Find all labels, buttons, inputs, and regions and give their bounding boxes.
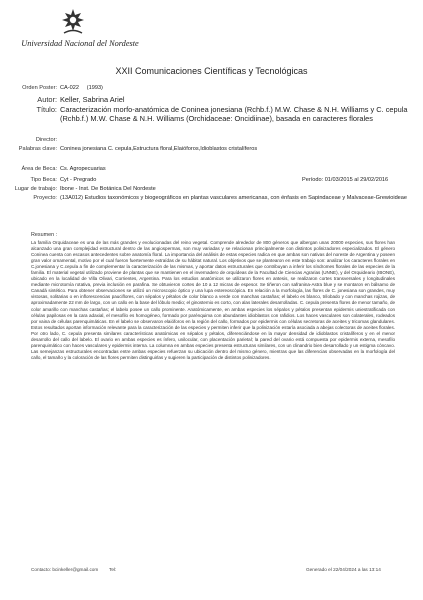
periodo-text: Período: 01/03/2015 al 29/02/2016 [302,177,389,183]
orden-value: CA-022 (1993) [60,85,103,91]
proyecto-value: (13A012) Estudios taxonómicos y biogeográficos en plantas vasculares americanas, con énfasis en Sapindaceae y Malvaceae-Grewioideae [60,195,408,201]
autor-label: Autor: [37,95,57,104]
palabras-label: Palabras clave: [18,146,57,152]
tipo-label: Tipo Beca: [30,177,57,183]
titulo-value: Caracterización morfo-anatómica de Coninea jonesiana (Rchb.f.) M.W. Chase & N.H. Williams y C. cepula (Rchb.f.) M.W. Chase & N.H. Williams (Orchidaceae: Oncidiinae), basada en caracteres florales [60,105,408,123]
orden-id: (1993) [86,85,103,91]
conference-title: XXII Comunicaciones Científicas y Tecnológicas [115,66,308,76]
lugar-label: Lugar de trabajo: [14,186,57,192]
university-name: Universidad Nacional del Nordeste [21,39,139,48]
lugar-value: Ibone - Inst. De Botánica Del Nordeste [60,186,156,192]
titulo-label: Título: [36,105,57,114]
area-value: Cs. Agropecuarias [60,166,106,172]
area-label: Área de Beca: [21,166,57,172]
director-label: Director: [35,137,57,143]
university-logo [5,8,155,56]
orden-label: Orden Poster: [22,85,57,91]
tipo-value: Cyt - Pregrado [60,177,97,183]
generated-timestamp: Generado el 22/04/2024 a las 13:14 [306,567,381,572]
proyecto-label: Proyecto: [33,195,57,201]
autor-value: Keller, Sabrina Ariel [60,95,125,104]
contact-info: Contacto: bcinkeller@gmail.com [31,567,99,572]
resumen-text: La familia Orquidaceae es una de las más grandes y evolucionadas del reino vegetal. Comprende alrededor de 800 géneros que albergan unas 20000 especies, sus flores han alcanzado una gran complejidad estructural dentro de las angiospermas, son muy variadas y se relacionan principalmente con distintos polinizadores especializados. El género Coninea cuenta con escasos antecedentes sobre anatomía floral. La importancia del análisis de estas especies radica en que ambas son nativas del noreste de Argentina y poseen gran valor ornamental, motivo por el cual fueron fuertemente extraídas de su hábitat natural. Los objetivos que se plantearon en este trabajo son: analizar los caracteres florales en C.jonesiana y C.cepula a fin de complementar la caracterización de las mismas, y aportar datos estructurales que contribuyan a inferir los síndromes florales de las especies de la familia. El material vegetal utilizado proviene de plantas que se mantienen en el invernadero de orquídeas de la Facultad de Ciencias Agrarias (UNNE), y del Orquideario (IBONE), ubicado en la localidad de Villa Olivari, Corrientes, Argentina. Para los estudios anatómicos se utilizaron flores en antesis, se realizaron cortes transversales y longitudinales mediante microtomía rotativa, previa inclusión en parafina. Se obtuvieron cortes de 10 a 12 micras de espesor. Se tiñeron con safranina-Astra blue y se montaron en bálsamo de Canadá sintético. Para obtener observaciones se utilizó un microscopio óptico y una lupa estereoscópica. En relación a la morfología, las flores de C. jonesiana son grandes, muy vistosas, solitarias o en inflorescencias pauciflores, con sépalos y pétalos de color blanco a verde con manchas castañas; el labelo es blanco, trilobado y con manchas rojizas, de aproximadamente 22 mm de largo, con un callo en la base del lóbulo medio; el ginostemio es corto, con alas laterales desarrolladas. C. cepula presenta flores de menor tamaño, de color amarillo con manchas castañas; el labelo posee un callo prominente. Anatómicamente, en ambas especies los sépalos y pétalos presentan epidermis uniestratificada con células papilosas en la cara adaxial, el mesofilo es homogéneo, formado por parénquima con abundantes idioblastos con rafidios. Los haces vasculares son colaterales, rodeados por vaina de células parenquimáticas. En el labelo se observaron elaióforos en la región del callo, formados por epidermis con células secretoras de aceites y tricomas glandulares. Estos resultados aportan información relevante para la caracterización de las especies y permiten inferir que la polinización estaría asociada a abejas colectoras de aceites florales. Por otro lado, C. cepula presenta similares características anatómicas en sépalos y pétalos, diferenciándose en la mayor densidad de idioblastos cristalíferos y en el menor desarrollo del callo del labelo. El ovario en ambas especies es ínfero, unilocular, con placentación parietal; la pared del ovario está compuesta por epidermis externa, mesofilo parenquimático con haces vasculares y epidermis interna. La columna en ambas especies presenta estructuras similares, con un clinandrio bien desarrollado y un estigma cóncavo. Las semejanzas estructurales encontradas entre ambas especies refuerzan su ubicación dentro del mismo género, mientras que las diferencias observadas en la morfología del callo, el tamaño y la coloración de las flores permiten distinguirlas y sugieren la participación de distintos polinizadores. [31,240,395,360]
tel-info: Tel: [109,567,117,572]
resumen-heading: Resumen : [31,232,58,238]
contact-email-link[interactable]: bcinkeller@gmail.com [52,567,99,572]
palabras-value: Coninea jonesiana C. cepula,Estructura floral,Elaióforos,Idioblastos cristalíferos [60,146,258,152]
university-seal-icon [60,8,86,36]
